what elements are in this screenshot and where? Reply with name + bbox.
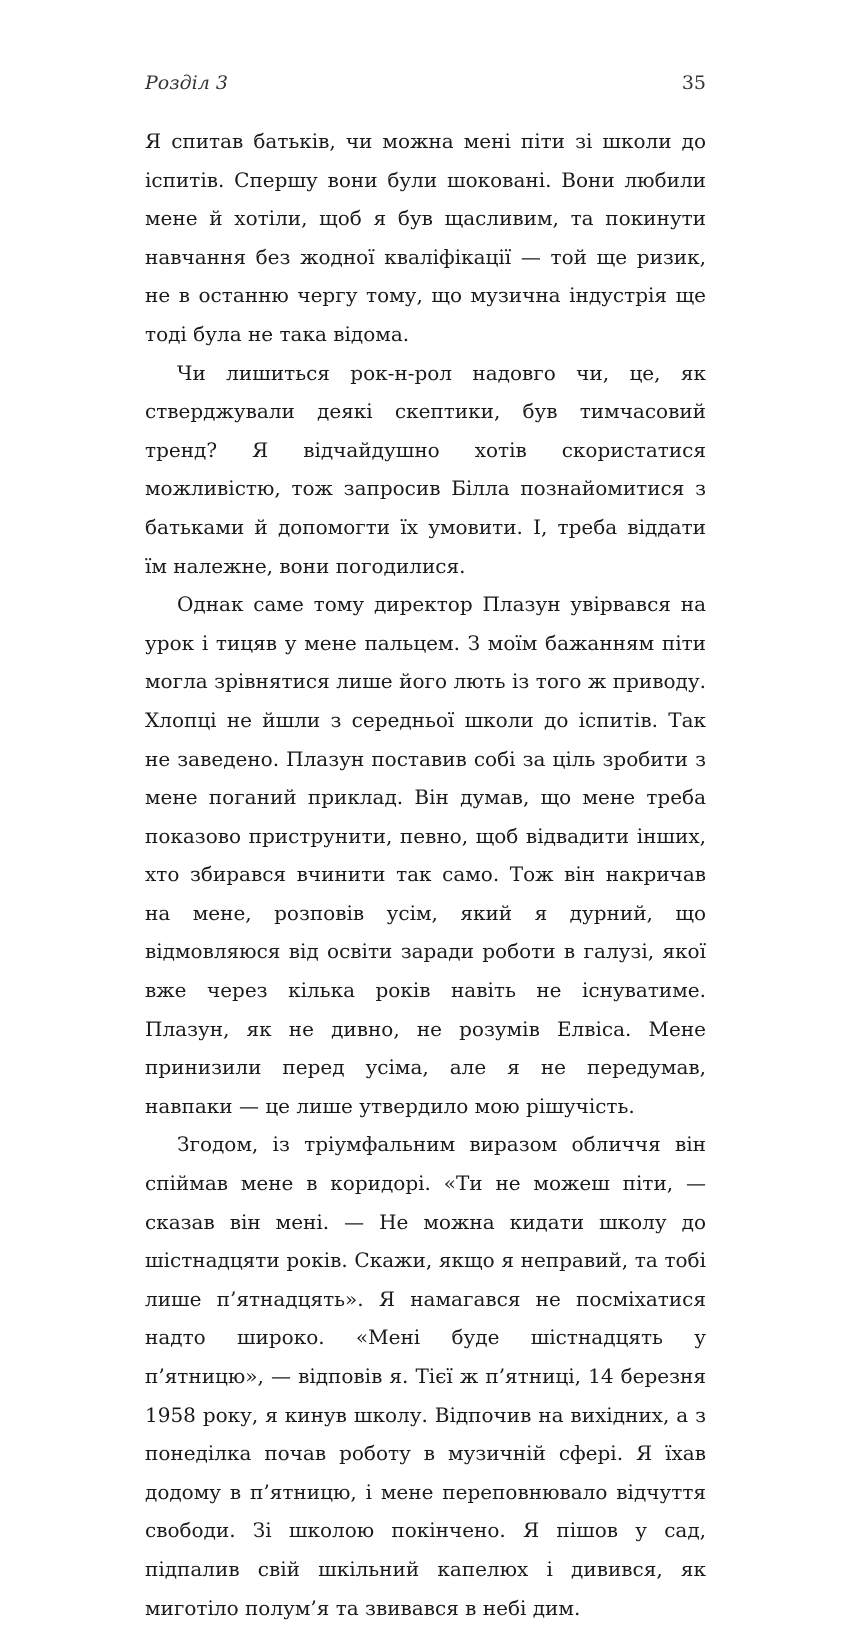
running-header	[145, 72, 706, 102]
page-number: 35	[681, 72, 706, 94]
paragraph: Однак саме тому директор Плазун увірвався на урок і тицяв у мене пальцем. З моїм бажанням піти могла зрівнятися лише його лють із того ж приводу. Хлопці не йшли з середньої школи до іспитів. Так не заведено. Плазун поставив собі за ціль зробити з мене поганий приклад. Він думав, що мене треба показово приструнити, певно, щоб відвадити інших, хто збирався вчинити так само. Тож він накричав на мене, розповів усім, який я дурний, що відмовляюся від освіти заради роботи в галузі, якої вже через кілька років навіть не існуватиме. Плазун, як не дивно, не розумів Елвіса. Мене принизили перед усіма, але я не передумав, навпаки — це лише утвердило мою рішучість.	[145, 592, 706, 1118]
paragraph: Чи лишиться рок-н-рол надовго чи, це, як стверджували деякі скептики, був тимчасовий тренд? Я відчайдушно хотів скористатися можливістю, тож запросив Білла познайомитися з батьками й допомогти їх умовити. І, треба віддати їм належне, вони погодилися.	[145, 360, 706, 578]
paragraph: Я спитав батьків, чи можна мені піти зі школи до іспитів. Спершу вони були шоковані. Вони любили мене й хотіли, щоб я був щасливим, та покинути навчання без жодної кваліфікації — той ще ризик, не в останню чергу тому, що музична індустрія ще тоді була не така відома.	[145, 129, 706, 346]
paragraph: Згодом, із тріумфальним виразом обличчя він спіймав мене в коридорі. «Ти не можеш піти, — сказав він мені. — Не можна кидати школу до шістнадцяти років. Скажи, якщо я неправий, та тобі лише п’ятнадцять». Я намагався не посміхатися надто широко. «Мені буде шістнадцять у п’ятницю», — відповів я. Тієї ж п’ятниці, 14 березня 1958 року, я кинув школу. Відпочив на вихідних, а з понеділка почав роботу в музичній сфері. Я їхав додому в п’ятницю, і мене переповнювало відчуття свободи. Зі школою покінчено. Я пішов у сад, підпалив свій шкільний капелюх і дивився, як миготіло полум’я та звивався в небі дим.	[145, 1132, 706, 1620]
chapter-title: Розділ 3	[145, 72, 228, 94]
body-text	[145, 122, 706, 1627]
